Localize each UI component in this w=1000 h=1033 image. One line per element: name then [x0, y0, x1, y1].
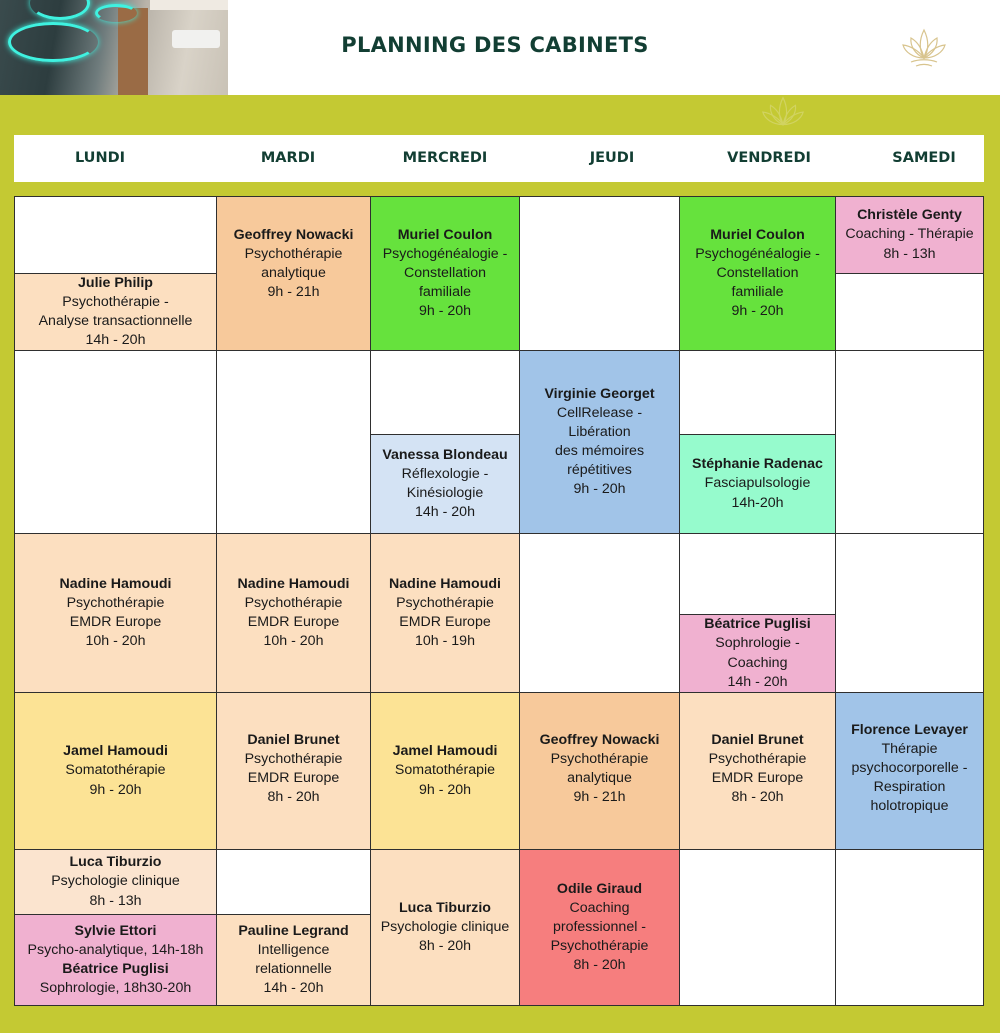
practitioner-name: Vanessa Blondeau [382, 446, 508, 463]
empty-slot [679, 350, 836, 435]
hours: 9h - 20h [418, 781, 472, 798]
hours: 10h - 19h [415, 633, 475, 650]
slot-jeudi-virginie-georget[interactable] [519, 350, 680, 534]
specialty: familiale [418, 284, 472, 301]
empty-slot [679, 533, 836, 615]
slot-mercredi-nadine-hamoudi[interactable] [370, 533, 520, 693]
specialty: répétitives [567, 462, 632, 479]
empty-slot [14, 350, 217, 534]
specialty: Respiration [873, 779, 946, 796]
specialty: Somatothérapie [394, 762, 496, 779]
practitioner-name: Jamel Hamoudi [392, 743, 498, 760]
specialty: Psychologie clinique [380, 918, 510, 935]
specialty: EMDR Europe [711, 770, 804, 787]
specialty: Psycho-analytique, 14h-18h [27, 941, 204, 958]
neon-light [8, 22, 98, 62]
slot-lundi-luca-tiburzio[interactable] [14, 849, 217, 915]
specialty: EMDR Europe [399, 614, 491, 630]
empty-slot [835, 273, 984, 351]
slot-lundi-nadine-hamoudi[interactable] [14, 533, 217, 693]
empty-slot [519, 533, 680, 693]
slot-mercredi-jamel-hamoudi[interactable] [370, 692, 520, 850]
specialty: Analyse transactionnelle [38, 313, 193, 329]
practitioner-name: Christèle Genty [857, 207, 962, 224]
specialty: Constellation [716, 265, 799, 282]
specialty: Thérapie [881, 741, 938, 758]
specialty: Psychothérapie [244, 246, 343, 263]
slot-mardi-nadine-hamoudi[interactable] [216, 533, 371, 693]
specialty: EMDR Europe [247, 770, 340, 787]
practitioner-name: Luca Tiburzio [69, 854, 162, 871]
practitioner-name: Pauline Legrand [238, 922, 349, 939]
slot-vendredi-beatrice-puglisi[interactable] [679, 614, 836, 693]
hours: 14h - 20h [263, 980, 324, 997]
day-header-mercredi: MERCREDI [402, 150, 488, 166]
hours: 14h-20h [731, 494, 784, 511]
slot-lundi-julie-philip[interactable] [14, 273, 217, 351]
specialty: Psychothérapie [244, 594, 343, 611]
specialty: Psychothérapie [396, 594, 494, 611]
hours: 8h - 20h [573, 957, 626, 974]
specialty: relationnelle [255, 961, 332, 977]
specialty: Fasciapulsologie [704, 475, 811, 492]
specialty: Réflexologie - [401, 465, 489, 482]
practitioner-name: Nadine Hamoudi [389, 575, 501, 592]
slot-mercredi-vanessa-blondeau[interactable] [370, 434, 520, 534]
empty-slot [216, 350, 371, 534]
practitioner-name: Daniel Brunet [247, 732, 340, 748]
day-header-lundi: LUNDI [74, 150, 126, 166]
specialty: psychocorporelle - [851, 760, 968, 777]
slot-mercredi-muriel-coulon[interactable] [370, 196, 520, 351]
specialty: analytique [261, 265, 326, 282]
practitioner-name: Geoffrey Nowacki [233, 227, 354, 243]
empty-slot [835, 533, 984, 693]
specialty: Psychothérapie [550, 938, 649, 955]
practitioner-name: Béatrice Puglisi [62, 961, 169, 977]
slot-jeudi-odile-giraud[interactable] [519, 849, 680, 1006]
hours: 14h - 20h [727, 673, 788, 690]
hours: 9h - 20h [89, 781, 142, 798]
lotus-icon [899, 22, 949, 72]
practitioner-name: Béatrice Puglisi [704, 616, 811, 633]
specialty: Psychologie clinique [51, 873, 180, 890]
practitioner-name: Muriel Coulon [710, 227, 805, 243]
empty-slot [216, 849, 371, 915]
specialty: Psychogénéalogie - [695, 246, 820, 263]
practitioner-name: Nadine Hamoudi [59, 575, 172, 592]
specialty: Sophrologie, 18h30-20h [39, 980, 192, 997]
empty-slot [835, 350, 984, 534]
specialty: Psychothérapie [708, 751, 807, 768]
hours: 9h - 21h [267, 284, 320, 301]
specialty: Kinésiologie [406, 485, 484, 501]
practitioner-name: Julie Philip [78, 274, 153, 291]
neon-light [95, 4, 137, 22]
air-conditioner [172, 30, 220, 48]
slot-mardi-daniel-brunet[interactable] [216, 692, 371, 850]
day-header-mardi: MARDI [260, 150, 316, 166]
specialty: Psychothérapie [244, 751, 343, 768]
hours: 9h - 20h [418, 303, 472, 320]
practitioner-name: Odile Giraud [556, 881, 643, 897]
specialty: Coaching [569, 900, 630, 917]
empty-slot [519, 196, 680, 351]
day-header-row [14, 135, 984, 182]
slot-mardi-pauline-legrand[interactable] [216, 914, 371, 1006]
hours: 9h - 21h [573, 789, 626, 806]
empty-slot [14, 196, 217, 274]
specialty: Somatothérapie [65, 762, 166, 779]
specialty: familiale [731, 284, 784, 301]
specialty: Psychothérapie [66, 594, 165, 611]
practitioner-name: Luca Tiburzio [399, 899, 491, 916]
specialty: EMDR Europe [69, 614, 162, 630]
hours: 14h - 20h [415, 504, 475, 521]
slot-vendredi-stephanie-radenac[interactable] [679, 434, 836, 534]
hours: 8h - 20h [267, 789, 320, 806]
specialty: Sophrologie - [715, 635, 800, 652]
slot-lundi-jamel-hamoudi[interactable] [14, 692, 217, 850]
specialty: analytique [567, 770, 632, 787]
day-header-jeudi: JEUDI [589, 150, 635, 166]
slot-mardi-geoffrey-nowacki[interactable] [216, 196, 371, 351]
specialty: EMDR Europe [247, 614, 340, 630]
slot-samedi-christele-genty[interactable] [835, 196, 984, 274]
specialty: Intelligence [257, 941, 330, 958]
hours: 8h - 20h [731, 789, 784, 806]
specialty: Constellation [403, 265, 487, 282]
slot-lundi-sylvie-ettori[interactable] [14, 914, 217, 1006]
specialty: Coaching - Thérapie [845, 226, 974, 243]
specialty: Psychogénéalogie - [382, 246, 508, 263]
empty-slot [370, 350, 520, 435]
corridor-photo [0, 0, 228, 95]
specialty: holotropique [870, 798, 949, 815]
practitioner-name: Florence Levayer [851, 722, 968, 738]
slot-mercredi-luca-tiburzio[interactable] [370, 849, 520, 1006]
empty-slot [835, 849, 984, 1006]
slot-vendredi-muriel-coulon[interactable] [679, 196, 836, 351]
hours: 14h - 20h [85, 332, 146, 349]
slot-vendredi-daniel-brunet[interactable] [679, 692, 836, 850]
practitioner-name: Stéphanie Radenac [692, 456, 823, 473]
schedule-grid [14, 196, 984, 1006]
page-title: PLANNING DES CABINETS [341, 33, 649, 57]
ceiling-beam [150, 0, 228, 10]
practitioner-name: Jamel Hamoudi [63, 743, 168, 760]
specialty: Psychothérapie - [62, 293, 169, 310]
specialty: Coaching [727, 654, 788, 671]
lotus-icon [757, 90, 809, 138]
empty-slot [679, 849, 836, 1006]
practitioner-name: Muriel Coulon [397, 227, 493, 243]
hours: 10h - 20h [263, 633, 324, 650]
specialty: des mémoires [554, 443, 645, 460]
practitioner-name: Daniel Brunet [711, 732, 804, 748]
slot-jeudi-geoffrey-nowacki[interactable] [519, 692, 680, 850]
hours: 10h - 20h [85, 633, 146, 650]
practitioner-name: Geoffrey Nowacki [539, 732, 660, 748]
neon-light [30, 0, 90, 20]
page-header [0, 0, 1000, 95]
slot-samedi-florence-levayer[interactable] [835, 692, 984, 850]
day-header-vendredi: VENDREDI [727, 150, 811, 166]
practitioner-name: Virginie Georget [544, 386, 655, 402]
hours: 9h - 20h [573, 481, 626, 498]
hours: 8h - 13h [89, 892, 142, 909]
practitioner-name: Nadine Hamoudi [237, 575, 350, 592]
hours: 8h - 13h [883, 245, 936, 262]
hours: 8h - 20h [418, 938, 472, 955]
hours: 9h - 20h [731, 303, 784, 320]
practitioner-name: Sylvie Ettori [74, 922, 157, 939]
specialty: professionnel - [552, 919, 647, 936]
specialty: Libération [568, 424, 631, 441]
specialty: CellRelease - [556, 405, 643, 422]
day-header-samedi: SAMEDI [892, 150, 956, 166]
specialty: Psychothérapie [550, 751, 649, 768]
